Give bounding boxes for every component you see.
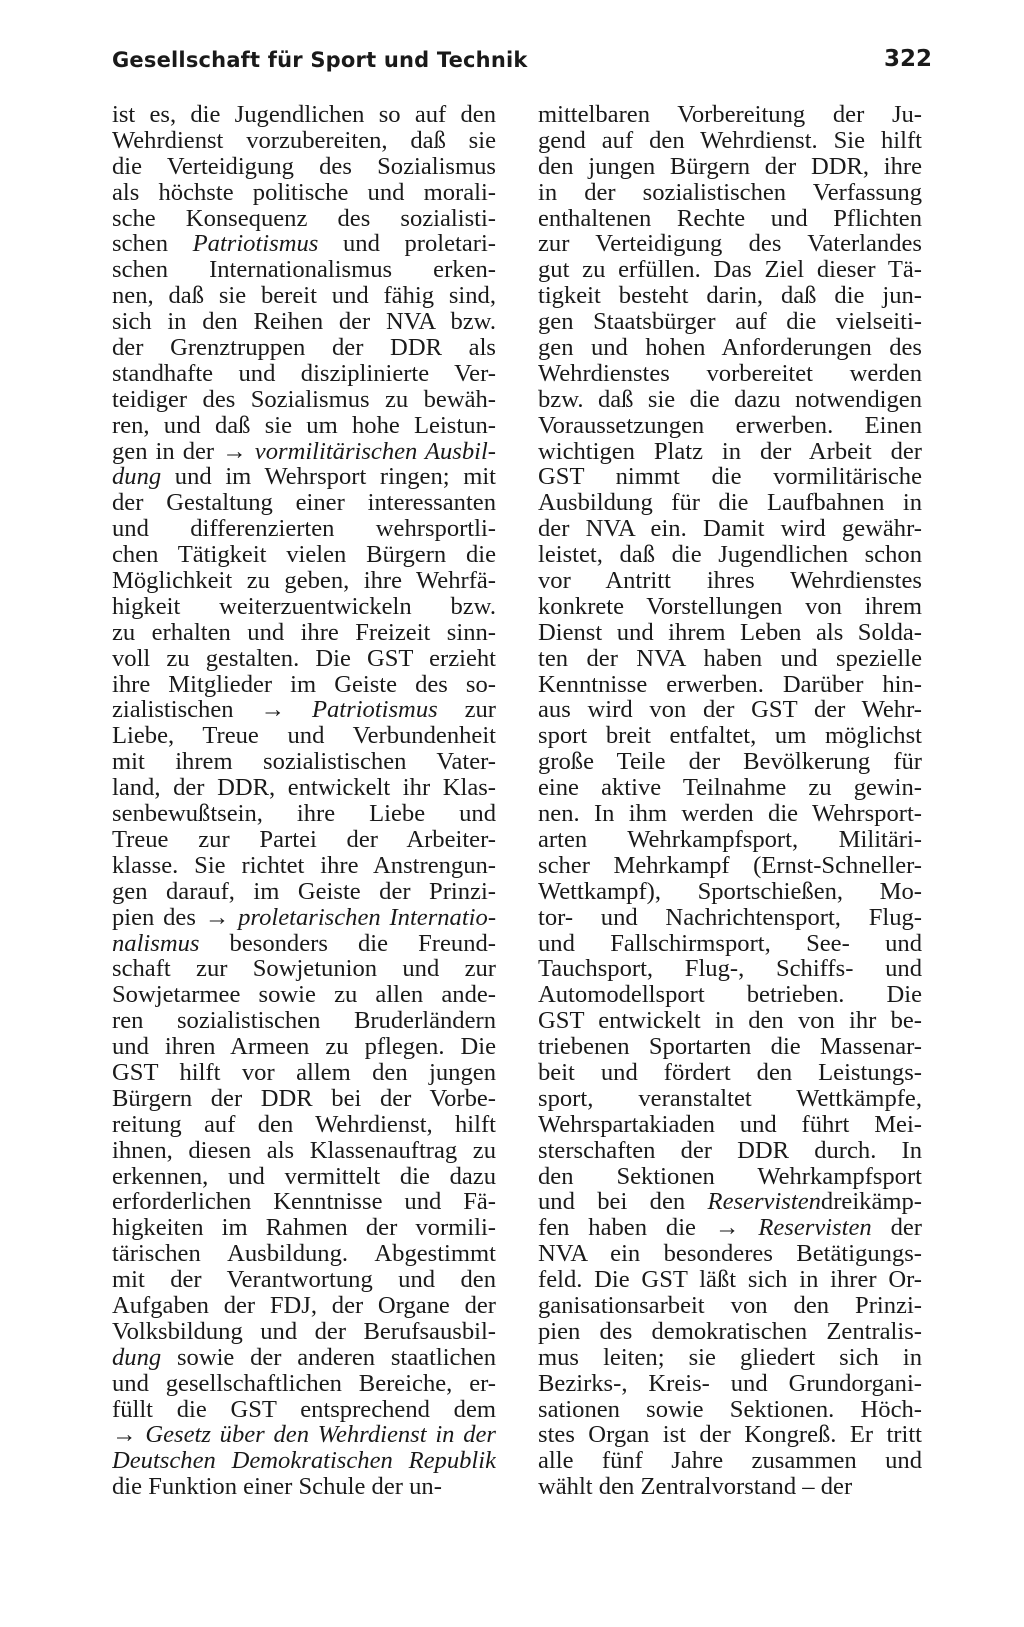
text-line: tor- und Nachrichtensport, Flug- xyxy=(538,904,922,931)
text-line: pien des → proletarischen Internatio- xyxy=(112,904,496,931)
text-line: Deutschen Demokratischen Republik xyxy=(112,1448,496,1475)
text-line: sche Konsequenz des sozialisti- xyxy=(112,205,496,232)
text-line: Sowjetarmee sowie zu allen ande- xyxy=(112,982,496,1009)
text-line: ihre Mitglieder im Geiste des so- xyxy=(112,671,496,698)
text-line: sterschaften der DDR durch. In xyxy=(538,1137,922,1164)
text-line: mit ihrem sozialistischen Vater- xyxy=(112,749,496,776)
text-line: teidiger des Sozialismus zu bewäh- xyxy=(112,386,496,413)
text-line: der Gestaltung einer interessanten xyxy=(112,490,496,517)
text-line: erkennen, und vermittelt die dazu xyxy=(112,1163,496,1190)
text-line: NVA ein besonderes Betätigungs- xyxy=(538,1241,922,1268)
text-line: Aufgaben der FDJ, der Organe der xyxy=(112,1292,496,1319)
text-line: aus wird von der GST der Wehr- xyxy=(538,697,922,724)
text-line: Wehrspartakiaden und führt Mei- xyxy=(538,1111,922,1138)
text-line: tärischen Ausbildung. Abgestimmt xyxy=(112,1241,496,1268)
text-line: nen. In ihm werden die Wehrsport- xyxy=(538,801,922,827)
text-line: als höchste politische und morali- xyxy=(112,179,496,206)
text-line: GST nimmt die vormilitärische xyxy=(538,464,922,491)
text-line: higkeit weiterzuentwickeln bzw. xyxy=(112,593,496,620)
text-line: und ihren Armeen zu pflegen. Die xyxy=(112,1034,496,1060)
text-line: higkeiten im Rahmen der vormili- xyxy=(112,1215,496,1242)
text-line: bzw. daß sie die dazu notwendigen xyxy=(538,386,922,413)
text-line: Bezirks-, Kreis- und Grundorgani- xyxy=(538,1370,922,1397)
text-line: ren sozialistischen Bruderländern xyxy=(112,1008,496,1035)
text-line: pien des demokratischen Zentralis- xyxy=(538,1318,922,1345)
text-line: fen haben die → Reservisten der xyxy=(538,1215,922,1242)
text-line: konkrete Vorstellungen von ihrem xyxy=(538,593,922,620)
text-line: die Funktion einer Schule der un- xyxy=(112,1474,442,1501)
text-line: voll zu gestalten. Die GST erzieht xyxy=(112,645,496,672)
text-line: Volksbildung und der Berufsausbil- xyxy=(112,1318,496,1345)
text-line: sport breit entfaltet, um möglichst xyxy=(538,723,922,750)
text-line: Automodellsport betrieben. Die xyxy=(538,982,922,1009)
text-line: und Fallschirmsport, See- und xyxy=(538,930,922,957)
text-line: gen Staatsbürger auf die vielseiti- xyxy=(538,309,922,336)
text-line: beit und fördert den Leistungs- xyxy=(538,1059,922,1086)
text-line: nalismus besonders die Freund- xyxy=(112,930,496,957)
text-line: land, der DDR, entwickelt ihr Klas- xyxy=(112,775,496,802)
text-line: den jungen Bürgern der DDR, ihre xyxy=(538,153,922,180)
text-line: sationen sowie Sektionen. Höch- xyxy=(538,1396,922,1423)
text-line: chen Tätigkeit vielen Bürgern die xyxy=(112,542,496,569)
page-number: 322 xyxy=(883,46,932,72)
text-line: ist es, die Jugendlichen so auf den xyxy=(112,102,496,128)
text-line: ren, und daß sie um hohe Leistun- xyxy=(112,412,496,439)
text-line: tigkeit besteht darin, daß die jun- xyxy=(538,283,922,310)
text-line: enthaltenen Rechte und Pflichten xyxy=(538,205,922,232)
text-line: und differenzierten wehrsportli- xyxy=(112,516,496,543)
text-line: dung und im Wehrsport ringen; mit xyxy=(112,464,496,491)
text-line: gend auf den Wehrdienst. Sie hilft xyxy=(538,127,922,154)
text-line: Wettkampf), Sportschießen, Mo- xyxy=(538,878,922,905)
text-line: wählt den Zentralvorstand – der xyxy=(538,1474,853,1501)
text-line: gen darauf, im Geiste der Prinzi- xyxy=(112,878,496,905)
text-line: wichtigen Platz in der Arbeit der xyxy=(538,438,922,465)
text-line: mus leiten; sie gliedert sich in xyxy=(538,1344,922,1371)
text-line: der NVA ein. Damit wird gewähr- xyxy=(538,516,922,543)
text-line: füllt die GST entsprechend dem xyxy=(112,1396,496,1423)
text-line: alle fünf Jahre zusammen und xyxy=(538,1448,922,1475)
text-line: Voraussetzungen erwerben. Einen xyxy=(538,412,922,439)
text-line: arten Wehrkampfsport, Militäri- xyxy=(538,826,922,853)
text-line: senbewußtsein, ihre Liebe und xyxy=(112,801,496,827)
text-line: scher Mehrkampf (Ernst-Schneller- xyxy=(538,852,922,879)
text-line: eine aktive Teilnahme zu gewin- xyxy=(538,775,922,802)
text-line: gen und hohen Anforderungen des xyxy=(538,335,922,361)
text-line: GST hilft vor allem den jungen xyxy=(112,1059,496,1086)
text-line: schen Internationalismus erken- xyxy=(112,257,496,284)
text-line: und gesellschaftlichen Bereiche, er- xyxy=(112,1370,496,1397)
text-line: standhafte und disziplinierte Ver- xyxy=(112,360,496,387)
text-line: nen, daß sie bereit und fähig sind, xyxy=(112,283,496,310)
text-line: vor Antritt ihres Wehrdienstes xyxy=(538,568,922,594)
text-line: mit der Verantwortung und den xyxy=(112,1267,496,1293)
text-line: GST entwickelt in den von ihr be- xyxy=(538,1008,922,1035)
right-text-column xyxy=(538,102,922,1500)
text-line: klasse. Sie richtet ihre Anstrengun- xyxy=(112,852,496,879)
text-line: mittelbaren Vorbereitung der Ju- xyxy=(538,102,922,128)
text-line: leistet, daß die Jugendlichen schon xyxy=(538,542,922,569)
text-line: zur Verteidigung des Vaterlandes xyxy=(538,231,922,258)
text-line: den Sektionen Wehrkampfsport xyxy=(538,1163,922,1190)
text-line: ten der NVA haben und spezielle xyxy=(538,645,922,672)
text-line: in der sozialistischen Verfassung xyxy=(538,179,922,206)
text-line: zialistischen → Patriotismus zur xyxy=(112,697,496,724)
text-line: Liebe, Treue und Verbundenheit xyxy=(112,723,496,750)
text-line: reitung auf den Wehrdienst, hilft xyxy=(112,1111,496,1138)
text-line: sport, veranstaltet Wettkämpfe, xyxy=(538,1085,922,1112)
text-line: Bürgern der DDR bei der Vorbe- xyxy=(112,1085,496,1112)
text-line: ganisationsarbeit von den Prinzi- xyxy=(538,1292,922,1319)
text-line: Treue zur Partei der Arbeiter- xyxy=(112,826,496,853)
text-line: Wehrdienstes vorbereitet werden xyxy=(538,360,922,387)
text-line: → Gesetz über den Wehrdienst in der xyxy=(112,1422,496,1449)
text-line: die Verteidigung des Sozialismus xyxy=(112,153,496,180)
text-line: Dienst und ihrem Leben als Solda- xyxy=(538,619,922,646)
text-line: Möglichkeit zu geben, ihre Wehrfä- xyxy=(112,568,496,594)
text-line: gen in der → vormilitärischen Ausbil- xyxy=(112,438,496,465)
text-line: feld. Die GST läßt sich in ihrer Or- xyxy=(538,1267,922,1293)
text-line: triebenen Sportarten die Massenar- xyxy=(538,1034,922,1060)
text-line: erforderlichen Kenntnisse und Fä- xyxy=(112,1189,496,1216)
text-line: Ausbildung für die Laufbahnen in xyxy=(538,490,922,517)
text-line: Tauchsport, Flug-, Schiffs- und xyxy=(538,956,922,983)
text-line: ihnen, diesen als Klassenauftrag zu xyxy=(112,1137,496,1164)
left-text-column xyxy=(112,102,496,1500)
text-line: Kenntnisse erwerben. Darüber hin- xyxy=(538,671,922,698)
text-line: gut zu erfüllen. Das Ziel dieser Tä- xyxy=(538,257,922,284)
text-line: dung sowie der anderen staatlichen xyxy=(112,1344,496,1371)
text-line: und bei den Reservistendreikämp- xyxy=(538,1189,922,1216)
text-line: schaft zur Sowjetunion und zur xyxy=(112,956,496,983)
text-line: sich in den Reihen der NVA bzw. xyxy=(112,309,496,336)
text-line: zu erhalten und ihre Freizeit sinn- xyxy=(112,619,496,646)
text-line: große Teile der Bevölkerung für xyxy=(538,749,922,776)
text-line: stes Organ ist der Kongreß. Er tritt xyxy=(538,1422,922,1449)
text-line: schen Patriotismus und proletari- xyxy=(112,231,496,258)
running-header-title: Gesellschaft für Sport und Technik xyxy=(112,48,528,72)
text-line: der Grenztruppen der DDR als xyxy=(112,335,496,361)
text-line: Wehrdienst vorzubereiten, daß sie xyxy=(112,127,496,154)
